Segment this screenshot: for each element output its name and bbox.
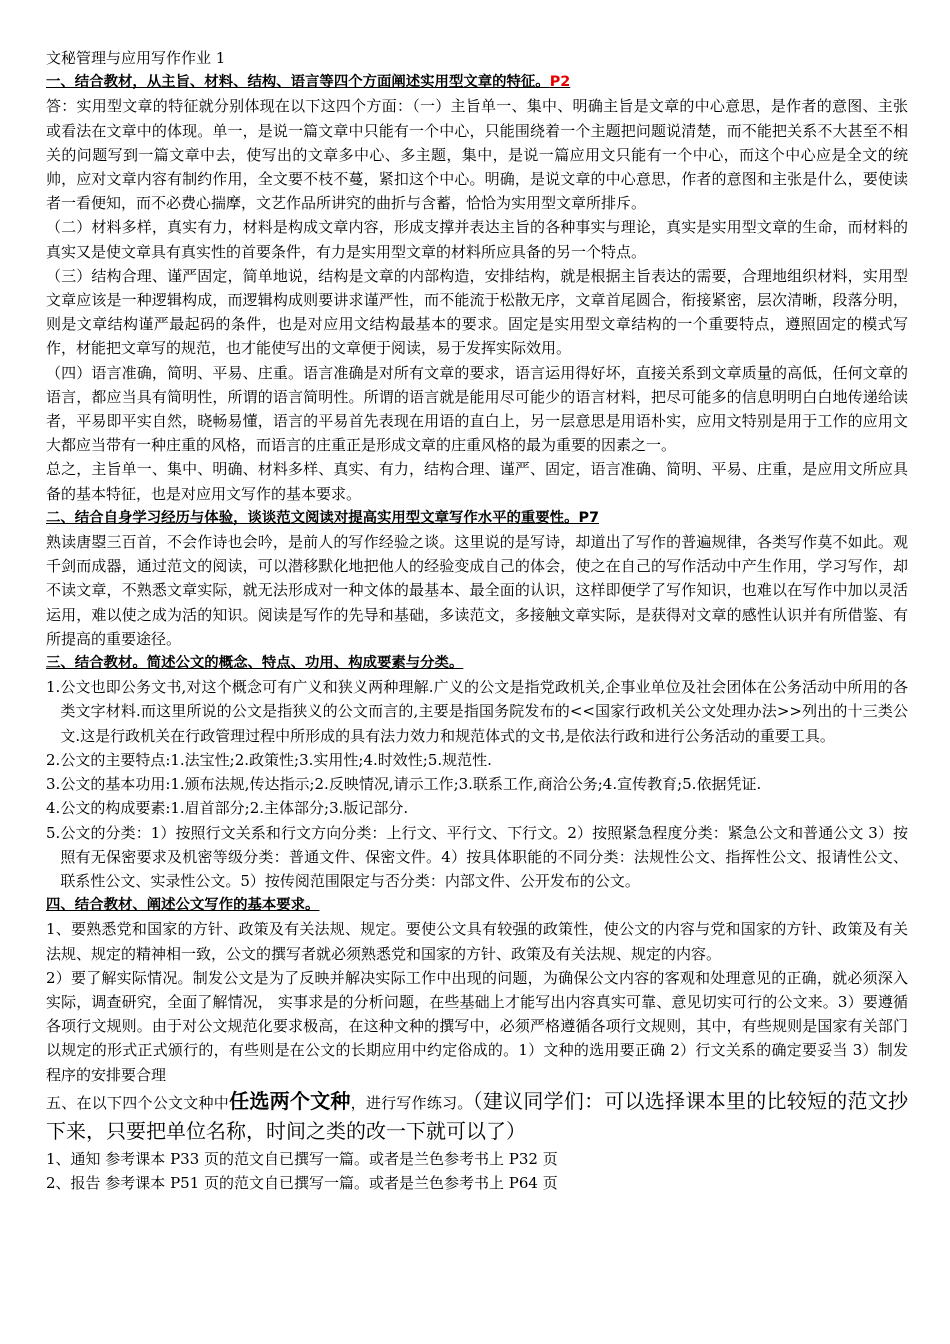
document-title: 文秘管理与应用写作作业 1	[46, 49, 226, 67]
item-text: 公文的分类：1）按照行文关系和行文方向分类：上行文、平行文、下行文。2）按照紧急程度分类：紧急公文和普通公文 3）按照有无保密要求及机密等级分类：普通文件、保密文件。4）按具体职能的不同分类：法规性公文、指挥性公文、报请性公文、联系性公文、实录性公文。5）按传阅范围限定与否分类：内部文件、公开发布的公文。	[60, 823, 908, 890]
question-5-note: （建议同学们：可以选择课本里的比较短的范文抄下来，只要把单位名称，时间之类的改一下就可以了）	[46, 1088, 908, 1143]
document-page	[46, 46, 908, 1195]
item-number: 2.	[46, 750, 61, 769]
question-1-heading	[46, 70, 908, 94]
answer-3-item	[46, 772, 908, 796]
item-number: 1.	[46, 678, 61, 697]
answer-3-item	[46, 796, 908, 820]
item-text: 公文的主要特点:1.法宝性;2.政策性;3.实用性;4.时效性;5.规范性.	[60, 750, 492, 769]
item-number: 5.	[46, 823, 61, 842]
item-number: 3.	[46, 775, 61, 794]
answer-4-paragraph-2: 2）要了解实际情况。制发公文是为了反映并解决实际工作中出现的问题，为确保公文内容的客观和处理意见的正确，就必须深入实际，调查研究，全面了解情况， 实事求是的分析问题，在些基础上才能写出内容真实可靠、意见切实可行的公文来。3）要遵循各项行文规则。由于对公文规范化要求极高，在这种文种的撰写中，必须严格遵循各项行文规则，其中，有些规则是国家有关部门以规定的形式正式颁行的，有些则是在公文的长期应用中约定俗成的。1）文种的选用要正确 2）行文关系的确定要妥当 3）制发程序的安排要合理	[46, 968, 908, 1084]
question-3-heading: 三、结合教材。简述公文的概念、特点、功用、构成要素与分类。	[46, 655, 464, 672]
question-5-heading	[46, 1087, 908, 1147]
answer-1-summary: 总之，主旨单一、集中、明确、材料多样、真实、有力，结构合理、谨严、固定，语言准确、简明、平易、庄重，是应用文所应具备的基本特征，也是对应用文写作的基本要求。	[46, 460, 908, 503]
answer-1-paragraph-1: 答：实用型文章的特征就分别体现在以下这四个方面：（一）主旨单一、集中、明确主旨是文章的中心意思，是作者的意图、主张或看法在文章中的体现。单一，是说一篇文章中只能有一个中心，只能围绕着一个主题把问题说清楚，而不能把关系不大甚至不相关的问题写到一篇文章中去，使写出的文章多中心、多主题，集中，是说一篇应用文只能有一个中心，而这个中心应是全文的统帅，应对文章内容有制约作用，全文要不枝不蔓，紧扣这个中心。明确，是说文章的中心意思，作者的意图和主张是什么，要使读者一看便知，而不必费心揣摩，文艺作品所讲究的曲折与含蓄，恰恰为实用型文章所排斥。	[46, 97, 908, 213]
answer-2-paragraph: 熟读唐曌三百首，不会作诗也会吟，是前人的写作经验之谈。这里说的是写诗，却道出了写作的普遍规律，各类写作莫不如此。观千剑而成器，通过范文的阅读，可以潜移默化地把他人的经验变成自己的体会，使之在自己的写作活动中产生作用，学习写作，却不读文章，不熟悉文章实际，就无法形成对一种文体的最基本、最全面的认识，这样即便学了写作知识，也难以在写作中加以灵活运用，难以使之成为活的知识。阅读是写作的先导和基础，多读范文，多接触文章实际，是获得对文章的感性认识并有所借鉴、有所提高的重要途径。	[46, 533, 908, 648]
question-5-lead: 五、在以下四个公文文种中	[46, 1093, 230, 1112]
item-number: 4.	[46, 799, 61, 818]
question-5-item: 1、通知 参考课本 P33 页的范文自已撰写一篇。或者是兰色参考书上 P32 页	[46, 1149, 558, 1168]
question-1-text: 一、结合教材，从主旨、材料、结构、语言等四个方面阐述实用型文章的特征。	[46, 74, 550, 91]
answer-3-item	[46, 748, 908, 772]
answer-3-item	[46, 675, 908, 748]
question-2-heading: 二、结合自身学习经历与体验，谈谈范文阅读对提高实用型文章写作水平的重要性。P7	[46, 509, 600, 526]
question-1-page-ref: P2	[549, 74, 571, 91]
item-text: 公文的基本功用:1.颁布法规,传达指示;2.反映情况,请示工作;3.联系工作,商洽公务;4.宣传教育;5.依据凭证.	[60, 775, 762, 794]
question-5-mid: ，进行写作练习。	[350, 1093, 473, 1112]
question-4-heading: 四、结合教材、阐述公文写作的基本要求。	[46, 897, 320, 914]
question-5-emphasis: 任选两个文种	[229, 1088, 351, 1113]
answer-1-paragraph-4: （四）语言准确，简明、平易、庄重。语言准确是对所有文章的要求，语言运用得好坏，直接关系到文章质量的高低，任何文章的语言，都应当具有简明性，所谓的语言简明性。所谓的语言就是能用尽可能少的语言材料，把尽可能多的信息明明白白地传递给读者，平易即平实自然，晓畅易懂，语言的平易首先表现在用语的直白上，另一层意思是用语朴实，应用文特别是用于工作的应用文大都应当带有一种庄重的风格，而语言的庄重正是形成文章的庄重风格的最为重要的因素之一。	[46, 363, 908, 455]
answer-4-paragraph-1: 1、要熟悉党和国家的方针、政策及有关法规、规定。要使公文具有较强的政策性，使公文的内容与党和国家的方针、政策及有关法规、规定的精神相一致，公文的撰写者就必须熟悉党和国家的方针、政策及有关法规、规定的内容。	[46, 920, 908, 963]
item-text: 公文的构成要素:1.眉首部分;2.主体部分;3.版记部分.	[60, 799, 409, 818]
item-text: 公文也即公务文书,对这个概念可有广义和狭义两种理解.广义的公文是指党政机关,企事业单位及社会团体在公务活动中所用的各类文字材料.而这里所说的公文是指狭义的公文而言的,主要是指国务院发布的<<国家行政机关公文处理办法>>列出的十三类公文.这是行政机关在行政管理过程中所形成的具有法力效力和规范体式的文书,是依法行政和进行公务活动的重要工具。	[60, 678, 908, 745]
question-5-item: 2、报告 参考课本 P51 页的范文自已撰写一篇。或者是兰色参考书上 P64 页	[46, 1173, 558, 1192]
answer-1-paragraph-2: （二）材料多样，真实有力，材料是构成文章内容，形成支撑并表达主旨的各种事实与理论，真实是实用型文章的生命，而材料的真实又是使文章具有真实性的首要条件，有力是实用型文章的材料所应具备的另一个特点。	[46, 218, 908, 261]
answer-3-item	[46, 821, 908, 894]
answer-1-paragraph-3: （三）结构合理、谨严固定，简单地说，结构是文章的内部构造，安排结构，就是根据主旨表达的需要，合理地组织材料，实用型文章应该是一种逻辑构成，而逻辑构成则要讲求谨严性，而不能流于松散无序，文章首尾圆合，衔接紧密，层次清晰，段落分明，则是文章结构谨严最起码的条件，也是对应用文结构最基本的要求。固定是实用型文章结构的一个重要特点，遵照固定的模式写作，材能把文章写的规范，也才能使写出的文章便于阅读，易于发挥实际效用。	[46, 266, 908, 358]
